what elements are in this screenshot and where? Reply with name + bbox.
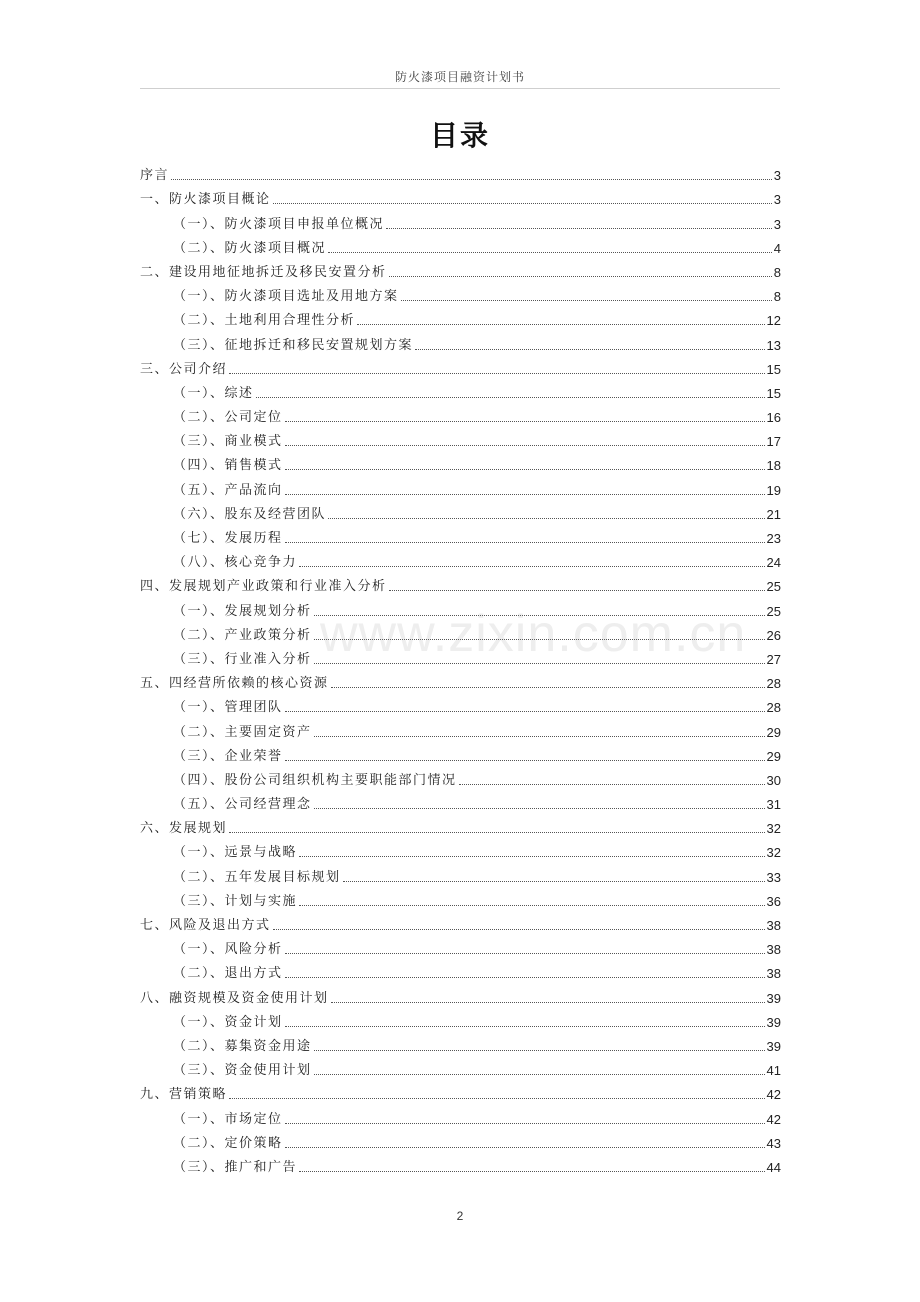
toc-entry-text: 五、四经营所依赖的核心资源 — [140, 676, 329, 692]
toc-leader-dots — [331, 1002, 765, 1003]
toc-leader-dots — [314, 808, 765, 809]
toc-entry-text: （二）、防火漆项目概况 — [173, 240, 327, 256]
toc-entry-text: （二）、募集资金用途 — [173, 1038, 312, 1054]
toc-entry-text: （五）、公司经营理念 — [173, 797, 312, 813]
toc-leader-dots — [285, 977, 765, 978]
toc-leader-dots — [285, 953, 765, 954]
toc-entry[interactable] — [140, 668, 781, 692]
toc-entry[interactable] — [140, 789, 781, 813]
toc-entry-page: 41 — [766, 1063, 781, 1079]
toc-entry-page: 25 — [766, 603, 781, 619]
toc-entry[interactable] — [140, 474, 781, 498]
toc-entry-page: 36 — [766, 893, 781, 909]
toc-entry-page: 17 — [766, 434, 781, 450]
toc-entry[interactable] — [140, 1152, 781, 1176]
toc-entry[interactable] — [140, 305, 781, 329]
toc-leader-dots — [229, 832, 765, 833]
toc-leader-dots — [314, 736, 765, 737]
toc-leader-dots — [314, 1074, 765, 1075]
toc-entry[interactable] — [140, 257, 781, 281]
toc-leader-dots — [299, 566, 765, 567]
toc-entry[interactable] — [140, 958, 781, 982]
toc-entry-text: （一）、发展规划分析 — [173, 603, 312, 619]
toc-entry[interactable] — [140, 1031, 781, 1055]
toc-entry-page: 32 — [766, 845, 781, 861]
toc-leader-dots — [386, 228, 772, 229]
toc-entry-page: 44 — [766, 1159, 781, 1175]
toc-leader-dots — [285, 760, 765, 761]
toc-entry[interactable] — [140, 402, 781, 426]
toc-entry[interactable] — [140, 765, 781, 789]
toc-entry-page: 38 — [766, 918, 781, 933]
toc-entry-page: 29 — [766, 748, 781, 764]
toc-leader-dots — [273, 929, 765, 930]
toc-entry-text: 六、发展规划 — [140, 821, 228, 837]
toc-entry-page: 39 — [766, 1014, 781, 1030]
toc-leader-dots — [328, 252, 772, 253]
toc-entry-text: （三）、企业荣誉 — [173, 748, 283, 764]
toc-entry-text: （三）、计划与实施 — [173, 893, 298, 909]
toc-leader-dots — [314, 1050, 765, 1051]
toc-entry[interactable] — [140, 450, 781, 474]
toc-leader-dots — [331, 687, 765, 688]
toc-entry-page: 27 — [766, 651, 781, 667]
toc-entry-page: 43 — [766, 1135, 781, 1151]
toc-entry[interactable] — [140, 910, 781, 934]
toc-leader-dots — [459, 784, 765, 785]
toc-leader-dots — [299, 856, 765, 857]
toc-entry-page: 33 — [766, 869, 781, 885]
toc-entry[interactable] — [140, 571, 781, 595]
toc-entry-text: （三）、商业模式 — [173, 434, 283, 450]
toc-leader-dots — [285, 421, 765, 422]
toc-leader-dots — [285, 469, 765, 470]
toc-entry-page: 31 — [766, 797, 781, 813]
toc-leader-dots — [285, 711, 765, 712]
toc-entry-text: （一）、防火漆项目申报单位概况 — [173, 216, 385, 232]
toc-entry-text: （六）、股东及经营团队 — [173, 506, 327, 522]
toc-entry-text: （一）、风险分析 — [173, 942, 283, 958]
toc-entry-text: （四）、销售模式 — [173, 458, 283, 474]
toc-entry-page: 13 — [766, 337, 781, 353]
toc-leader-dots — [389, 276, 772, 277]
watermark: www.zixin.com.cn — [320, 605, 747, 663]
toc-leader-dots — [229, 1098, 765, 1099]
page-header: 防火漆项目融资计划书 — [394, 70, 525, 84]
toc-leader-dots — [357, 324, 765, 325]
toc-entry[interactable] — [140, 354, 781, 378]
toc-entry-text: （二）、定价策略 — [173, 1135, 283, 1151]
table-of-contents — [140, 160, 781, 1176]
toc-entry-page: 38 — [766, 966, 781, 982]
toc-leader-dots — [285, 1147, 765, 1148]
toc-entry[interactable] — [140, 378, 781, 402]
toc-leader-dots — [415, 349, 765, 350]
toc-entry-text: （二）、土地利用合理性分析 — [173, 313, 356, 329]
toc-entry-page: 28 — [766, 700, 781, 716]
toc-entry-page: 18 — [766, 458, 781, 474]
toc-entry-text: （三）、征地拆迁和移民安置规划方案 — [173, 337, 414, 353]
toc-entry[interactable] — [140, 934, 781, 958]
toc-entry-page: 8 — [773, 264, 781, 280]
toc-entry[interactable] — [140, 184, 781, 208]
toc-entry-page: 30 — [766, 772, 781, 788]
toc-entry-text: 八、融资规模及资金使用计划 — [140, 990, 329, 1006]
toc-entry[interactable] — [140, 1007, 781, 1031]
toc-entry[interactable] — [140, 861, 781, 885]
toc-entry[interactable] — [140, 523, 781, 547]
toc-entry-text: （一）、综述 — [173, 385, 254, 401]
toc-leader-dots — [328, 518, 765, 519]
toc-entry[interactable] — [140, 595, 781, 619]
toc-entry-text: （二）、主要固定资产 — [173, 724, 312, 740]
toc-entry[interactable] — [140, 886, 781, 910]
toc-entry[interactable] — [140, 620, 781, 644]
toc-entry-page: 39 — [766, 1038, 781, 1054]
toc-entry[interactable] — [140, 208, 781, 232]
toc-leader-dots — [314, 639, 765, 640]
toc-leader-dots — [299, 1171, 765, 1172]
toc-entry[interactable] — [140, 692, 781, 716]
toc-entry-text: （二）、退出方式 — [173, 966, 283, 982]
toc-entry-page: 8 — [773, 289, 781, 305]
toc-entry-text: （二）、五年发展目标规划 — [173, 869, 341, 885]
toc-entry-page: 25 — [766, 579, 781, 595]
toc-leader-dots — [229, 373, 765, 374]
toc-entry[interactable] — [140, 426, 781, 450]
toc-entry-text: （一）、资金计划 — [173, 1014, 283, 1030]
toc-leader-dots — [256, 397, 765, 398]
toc-entry-page: 24 — [766, 555, 781, 571]
toc-entry-text: （一）、远景与战略 — [173, 845, 298, 861]
toc-entry-page: 19 — [766, 482, 781, 498]
toc-leader-dots — [401, 300, 772, 301]
toc-entry-text: （二）、公司定位 — [173, 410, 283, 426]
toc-entry[interactable] — [140, 644, 781, 668]
toc-entry-page: 42 — [766, 1111, 781, 1127]
toc-entry[interactable] — [140, 716, 781, 740]
toc-entry-text: （三）、资金使用计划 — [173, 1063, 312, 1079]
toc-entry-page: 4 — [773, 240, 781, 256]
toc-entry[interactable] — [140, 329, 781, 353]
toc-leader-dots — [314, 615, 765, 616]
toc-entry-text: 二、建设用地征地拆迁及移民安置分析 — [140, 264, 387, 280]
toc-leader-dots — [285, 1026, 765, 1027]
toc-entry[interactable] — [140, 813, 781, 837]
toc-entry[interactable] — [140, 837, 781, 861]
toc-entry-text: （一）、管理团队 — [173, 700, 283, 716]
toc-entry[interactable] — [140, 741, 781, 765]
toc-entry-text: （七）、发展历程 — [173, 531, 283, 546]
toc-entry-page: 29 — [766, 724, 781, 740]
toc-entry-page: 23 — [766, 531, 781, 546]
toc-title: 目录 — [429, 119, 490, 152]
toc-entry-text: （五）、产品流向 — [173, 482, 283, 498]
toc-entry-page: 32 — [766, 821, 781, 837]
toc-entry[interactable] — [140, 982, 781, 1006]
toc-entry-page: 26 — [766, 627, 781, 643]
toc-leader-dots — [285, 494, 765, 495]
toc-entry[interactable] — [140, 1055, 781, 1079]
page-number: 2 — [456, 1209, 464, 1223]
toc-entry-page: 28 — [766, 676, 781, 692]
toc-entry-text: 九、营销策略 — [140, 1087, 228, 1103]
toc-entry-page: 3 — [773, 192, 781, 208]
toc-leader-dots — [285, 542, 765, 543]
toc-entry-text: 序言 — [140, 168, 170, 184]
toc-entry-text: 七、风险及退出方式 — [140, 918, 271, 933]
toc-entry-text: （三）、推广和广告 — [173, 1159, 298, 1175]
toc-entry[interactable] — [140, 1079, 781, 1103]
toc-leader-dots — [171, 179, 772, 180]
toc-leader-dots — [273, 203, 772, 204]
toc-leader-dots — [285, 445, 765, 446]
toc-entry-text: 一、防火漆项目概论 — [140, 192, 271, 208]
toc-entry-page: 16 — [766, 410, 781, 426]
toc-entry-page: 15 — [766, 361, 781, 377]
toc-entry[interactable] — [140, 160, 781, 184]
toc-entry-page: 21 — [766, 506, 781, 522]
toc-entry[interactable] — [140, 1128, 781, 1152]
toc-entry-text: （八）、核心竞争力 — [173, 555, 298, 571]
toc-leader-dots — [389, 590, 765, 591]
toc-entry-page: 12 — [766, 313, 781, 329]
toc-entry[interactable] — [140, 233, 781, 257]
header-rule — [140, 88, 780, 89]
toc-entry-page: 3 — [773, 168, 781, 184]
toc-entry[interactable] — [140, 499, 781, 523]
toc-entry-text: （三）、行业准入分析 — [173, 651, 312, 667]
toc-entry-page: 3 — [773, 216, 781, 232]
toc-entry-text: （一）、市场定位 — [173, 1111, 283, 1127]
toc-entry-text: （二）、产业政策分析 — [173, 627, 312, 643]
toc-leader-dots — [314, 663, 765, 664]
toc-entry-page: 15 — [766, 385, 781, 401]
toc-entry-page: 39 — [766, 990, 781, 1006]
toc-entry-page: 38 — [766, 942, 781, 958]
toc-entry[interactable] — [140, 1103, 781, 1127]
toc-entry-page: 42 — [766, 1087, 781, 1103]
toc-entry-text: 三、公司介绍 — [140, 361, 228, 377]
toc-entry-text: （一）、防火漆项目选址及用地方案 — [173, 289, 399, 305]
toc-leader-dots — [285, 1123, 765, 1124]
toc-leader-dots — [299, 905, 765, 906]
toc-entry[interactable] — [140, 281, 781, 305]
toc-entry-text: 四、发展规划产业政策和行业准入分析 — [140, 579, 387, 595]
toc-leader-dots — [343, 881, 765, 882]
toc-entry[interactable] — [140, 547, 781, 571]
toc-entry-text: （四）、股份公司组织机构主要职能部门情况 — [173, 772, 457, 788]
